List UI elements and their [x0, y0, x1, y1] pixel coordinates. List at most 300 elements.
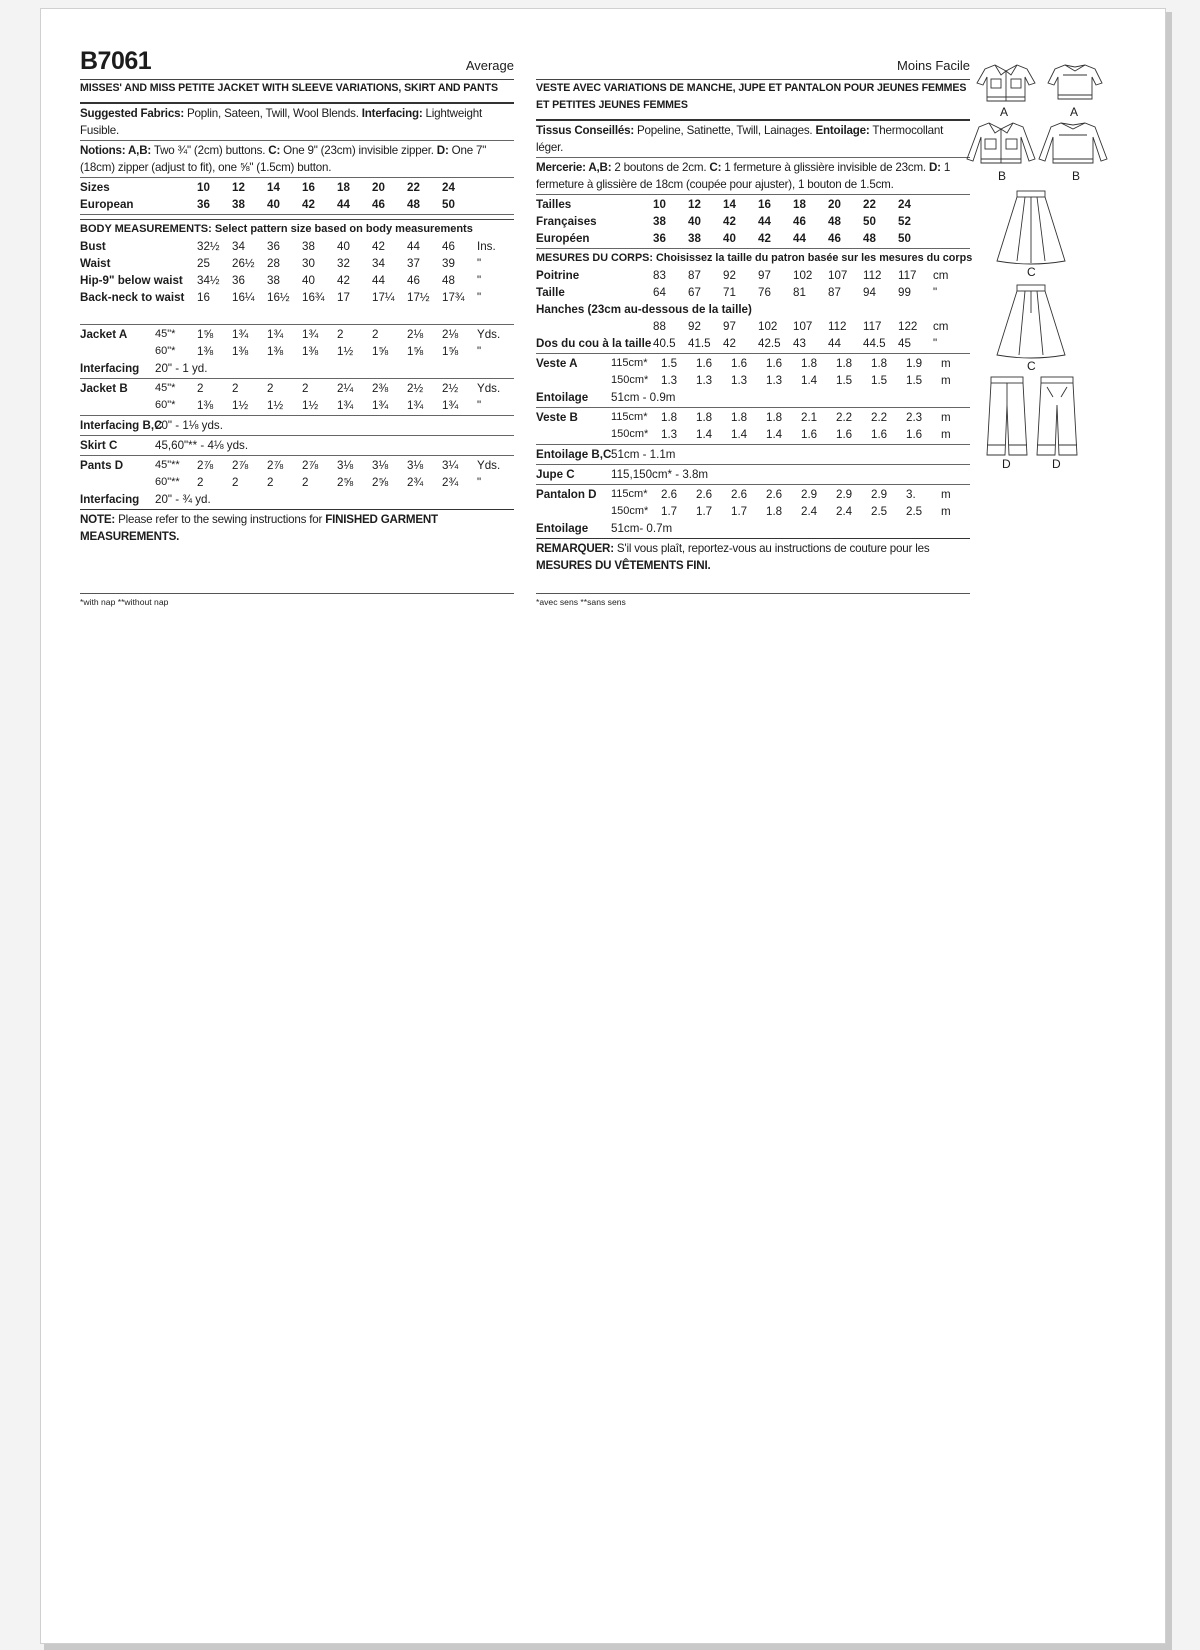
poitrine-row	[536, 267, 970, 284]
width-cell: 150cm*	[611, 374, 649, 386]
interfacing-amount: 20" - ¾ yd.	[155, 493, 211, 506]
size-cell: 52	[898, 215, 911, 228]
row-label: Poitrine	[536, 269, 580, 282]
note-text: Please refer to the sewing instructions for	[115, 513, 326, 526]
table-cell: 1.3	[696, 374, 713, 387]
table-cell: 2⅜	[372, 382, 389, 395]
size-cell: 42	[302, 198, 315, 211]
table-cell: 17¼	[372, 291, 395, 304]
table-cell: 2.6	[696, 488, 713, 501]
notions-text: 1 fermeture à glissière de 18cm (coupée pour ajuster), 1 bouton de 1.5cm.	[536, 161, 951, 191]
table-cell: 2	[232, 382, 239, 395]
yardage-row	[536, 355, 970, 372]
european-sizes-row	[536, 230, 970, 247]
view-label-c: C	[1027, 359, 1036, 373]
table-cell: 17	[337, 291, 350, 304]
size-cell: 10	[653, 198, 666, 211]
body-measurements-section	[536, 249, 973, 353]
note-section	[80, 509, 514, 546]
table-cell: 1⅝	[372, 345, 389, 358]
table-cell: 1⅜	[267, 345, 284, 358]
yardage-row	[536, 426, 970, 443]
table-cell: 46	[407, 274, 420, 287]
yardage-row	[80, 457, 514, 474]
jacket-front-icon	[973, 61, 1039, 107]
sizes-section	[80, 177, 514, 215]
table-cell: 1⅜	[197, 345, 214, 358]
note-section	[536, 538, 970, 575]
row-label: Back-neck to waist	[80, 291, 185, 304]
interfacing-amount: 51cm - 0.9m	[611, 391, 676, 404]
table-cell: 1.8	[766, 411, 783, 424]
yardage-row	[536, 372, 970, 389]
row-label: European	[80, 198, 134, 211]
table-cell: 34½	[197, 274, 220, 287]
table-cell: 2⅛	[442, 328, 459, 341]
veste-a-section	[536, 353, 970, 407]
bust-row	[80, 238, 514, 255]
table-cell: 1.4	[696, 428, 713, 441]
unit-cell: Yds.	[477, 328, 501, 341]
table-cell: 2.2	[871, 411, 888, 424]
size-cell: 36	[653, 232, 666, 245]
table-cell: 2.9	[836, 488, 853, 501]
row-label: Interfacing B,C	[80, 419, 163, 432]
table-cell: 3⅛	[372, 459, 389, 472]
unit-cell: m	[941, 411, 951, 424]
row-label: Entoilage B,C	[536, 448, 612, 461]
view-label-a: A	[1070, 105, 1079, 119]
row-label: Bust	[80, 240, 106, 253]
interfacing-label: Interfacing:	[361, 107, 423, 120]
table-cell: 1.5	[836, 374, 853, 387]
size-cell: 20	[828, 198, 841, 211]
note-text: S'il vous plaît, reportez-vous au instructions de couture pour les	[613, 542, 930, 555]
interfacing-row	[80, 491, 514, 508]
yardage-row	[536, 409, 970, 426]
table-cell: 38	[302, 240, 315, 253]
table-cell: 1.8	[766, 505, 783, 518]
width-cell: 60"**	[155, 476, 180, 488]
table-cell: 87	[828, 286, 841, 299]
interfacing-row	[536, 389, 970, 406]
skirt-c-front-drawing	[993, 189, 1069, 267]
table-cell: 40	[302, 274, 315, 287]
table-cell: 1¾	[442, 399, 459, 412]
table-cell: 1.6	[836, 428, 853, 441]
table-cell: 1.8	[661, 411, 678, 424]
sizes-row	[536, 196, 970, 213]
table-cell: 1.6	[766, 357, 783, 370]
table-cell: 2.1	[801, 411, 818, 424]
interfacing-text: Thermocollant léger.	[536, 124, 944, 154]
width-cell: 45"**	[155, 459, 180, 471]
table-cell: 1.3	[731, 374, 748, 387]
table-cell: 1.3	[661, 374, 678, 387]
unit-cell: m	[941, 357, 951, 370]
size-cell: 38	[688, 232, 701, 245]
size-cell: 46	[828, 232, 841, 245]
table-cell: 1¾	[232, 328, 249, 341]
size-cell: 18	[337, 181, 350, 194]
table-cell: 2⅞	[197, 459, 214, 472]
note-bold: MESURES DU VÊTEMENTS FINI.	[536, 559, 711, 572]
body-measurements-title: BODY MEASUREMENTS: Select pattern size based on body measurements	[80, 223, 473, 235]
french-header	[536, 47, 970, 80]
table-cell: 92	[723, 269, 736, 282]
interfacing-amount: 51cm- 0.7m	[611, 522, 673, 535]
row-label: Jacket B	[80, 382, 128, 395]
row-label: Entoilage	[536, 522, 589, 535]
size-cell: 18	[793, 198, 806, 211]
size-cell: 22	[407, 181, 420, 194]
table-cell: 42	[372, 240, 385, 253]
table-cell: 2.4	[801, 505, 818, 518]
size-cell: 14	[267, 181, 280, 194]
table-cell: 1¾	[267, 328, 284, 341]
table-cell: 39	[442, 257, 455, 270]
table-cell: 40	[337, 240, 350, 253]
notions-label: C:	[709, 161, 722, 174]
table-cell: 2.5	[871, 505, 888, 518]
sizes-row	[80, 179, 514, 196]
table-cell: 32	[337, 257, 350, 270]
note-label: NOTE:	[80, 513, 116, 526]
note-label: REMARQUER:	[536, 542, 614, 555]
size-cell: 12	[232, 181, 245, 194]
unit-cell: "	[477, 399, 482, 412]
unit-cell: cm	[933, 320, 949, 333]
table-cell: 92	[688, 320, 701, 333]
size-cell: 46	[372, 198, 385, 211]
size-cell: 48	[863, 232, 876, 245]
interfacing-amount: 51cm - 1.1m	[611, 448, 676, 461]
size-cell: 16	[302, 181, 315, 194]
table-cell: 36	[232, 274, 245, 287]
note-bold: FINISHED GARMENT MEASUREMENTS.	[80, 513, 438, 543]
table-cell: 112	[828, 320, 847, 333]
table-cell: 38	[267, 274, 280, 287]
yardage-row	[80, 343, 514, 360]
yardage-amount: 115,150cm* - 3.8m	[611, 468, 709, 481]
width-cell: 60"*	[155, 345, 176, 357]
table-cell: 107	[828, 269, 848, 282]
table-cell: 2.5	[906, 505, 923, 518]
view-label-d: D	[1002, 457, 1011, 471]
notions-label: D:	[436, 144, 449, 157]
table-cell: 2.4	[836, 505, 853, 518]
spacer	[80, 306, 514, 323]
unit-cell: "	[477, 257, 482, 270]
width-cell: 60"*	[155, 399, 176, 411]
view-label-b: B	[998, 169, 1007, 183]
jacket-a-section	[80, 324, 514, 378]
english-column	[80, 47, 514, 546]
table-cell: 1.3	[766, 374, 783, 387]
table-cell: 17¾	[442, 291, 465, 304]
table-cell: 3¼	[442, 459, 459, 472]
table-cell: 16	[197, 291, 210, 304]
notions-text: 2 boutons de 2cm.	[611, 161, 710, 174]
width-cell: 150cm*	[611, 505, 649, 517]
width-cell: 115cm*	[611, 488, 648, 500]
view-label-c: C	[1027, 265, 1036, 279]
yardage-row	[80, 326, 514, 343]
table-cell: 2⅞	[267, 459, 284, 472]
table-cell: 34	[232, 240, 245, 253]
table-cell: 1.5	[661, 357, 678, 370]
unit-cell: Ins.	[477, 240, 496, 253]
table-cell: 1⅜	[232, 345, 249, 358]
table-cell: 16½	[267, 291, 290, 304]
size-cell: 40	[723, 232, 736, 245]
fabrics-text: Poplin, Sateen, Twill, Wool Blends.	[184, 107, 362, 120]
hip-row	[80, 272, 514, 289]
table-cell: 2.3	[906, 411, 923, 424]
veste-b-section	[536, 407, 970, 444]
size-cell: 46	[793, 215, 806, 228]
hanches-label-row: Hanches (23cm au-dessous de la taille)	[536, 303, 752, 316]
table-cell: 28	[267, 257, 280, 270]
table-cell: 3⅛	[337, 459, 354, 472]
dos-row	[536, 335, 970, 352]
row-label: Pantalon D	[536, 488, 597, 501]
table-cell: 117	[863, 320, 882, 333]
yardage-row	[536, 486, 970, 503]
pants-icon	[1035, 375, 1079, 459]
width-cell: 150cm*	[611, 428, 649, 440]
table-cell: 48	[442, 274, 455, 287]
hanches-row	[536, 318, 970, 335]
table-cell: 87	[688, 269, 701, 282]
jacket-back-icon	[1045, 61, 1105, 107]
table-cell: 44.5	[863, 337, 886, 350]
interfacing-row	[80, 417, 514, 434]
table-cell: 76	[758, 286, 771, 299]
size-cell: 42	[758, 232, 771, 245]
unit-cell: "	[477, 345, 482, 358]
table-cell: 44	[372, 274, 385, 287]
pattern-number: B7061	[80, 47, 152, 75]
table-cell: 1⅜	[302, 345, 319, 358]
table-cell: 99	[898, 286, 911, 299]
difficulty-level: Average	[465, 58, 514, 73]
fabrics-section	[80, 102, 514, 140]
difficulty-level: Moins Facile	[897, 58, 970, 73]
yardage-row	[536, 466, 970, 483]
table-cell: 1.8	[696, 411, 713, 424]
table-cell: 1.7	[661, 505, 678, 518]
row-label: Interfacing	[80, 362, 140, 375]
table-cell: 97	[758, 269, 771, 282]
table-cell: 88	[653, 320, 666, 333]
table-cell: 2¾	[442, 476, 459, 489]
size-cell: 12	[688, 198, 701, 211]
table-cell: 1.9	[906, 357, 923, 370]
table-cell: 34	[372, 257, 385, 270]
table-cell: 2	[267, 382, 274, 395]
table-cell: 3⅛	[407, 459, 424, 472]
table-cell: 117	[898, 269, 917, 282]
yardage-row	[80, 397, 514, 414]
table-cell: 1.5	[906, 374, 923, 387]
french-sizes-row	[536, 213, 970, 230]
english-header	[80, 47, 514, 80]
pattern-envelope-back	[40, 8, 1166, 1644]
interfacing-bc-section	[80, 415, 514, 435]
table-cell: 2.9	[801, 488, 818, 501]
interfacing-amount: 20" - 1⅛ yds.	[155, 419, 223, 432]
table-cell: 1.6	[906, 428, 923, 441]
jacket-front-icon	[965, 119, 1037, 169]
row-label: Taille	[536, 286, 565, 299]
table-cell: 2⅝	[372, 476, 389, 489]
pants-icon	[985, 375, 1029, 459]
interfacing-amount: 20" - 1 yd.	[155, 362, 208, 375]
table-cell: 45	[898, 337, 911, 350]
table-cell: 1.8	[801, 357, 818, 370]
table-cell: 64	[653, 286, 666, 299]
yardage-amount: 45,60"** - 4⅛ yds.	[155, 439, 249, 452]
yardage-row	[536, 503, 970, 520]
size-cell: 40	[267, 198, 280, 211]
unit-cell: cm	[933, 269, 949, 282]
table-cell: 1.7	[731, 505, 748, 518]
row-label: Hip-9" below waist	[80, 274, 183, 287]
unit-cell: Yds.	[477, 382, 501, 395]
footnote: *with nap **without nap	[80, 593, 514, 609]
table-cell: 83	[653, 269, 666, 282]
table-cell: 1.6	[801, 428, 818, 441]
unit-cell: "	[477, 274, 482, 287]
table-cell: 1⅝	[442, 345, 459, 358]
size-cell: 38	[653, 215, 666, 228]
size-cell: 42	[723, 215, 736, 228]
fabrics-text: Popeline, Satinette, Twill, Lainages.	[634, 124, 816, 137]
unit-cell: "	[933, 337, 938, 350]
unit-cell: m	[941, 488, 951, 501]
table-cell: 1.6	[871, 428, 888, 441]
taille-row	[536, 284, 970, 301]
table-cell: 2½	[442, 382, 459, 395]
row-label: Françaises	[536, 215, 597, 228]
table-cell: 1½	[267, 399, 284, 412]
entoilage-bc-section	[536, 444, 970, 464]
table-cell: 1⅝	[407, 345, 424, 358]
back-neck-row	[80, 289, 514, 306]
table-cell: 2¾	[407, 476, 424, 489]
size-cell: 44	[793, 232, 806, 245]
table-cell: 17½	[407, 291, 430, 304]
skirt-c-section	[80, 435, 514, 455]
view-label-b: B	[1072, 169, 1081, 183]
table-cell: 2¼	[337, 382, 354, 395]
row-label: Interfacing	[80, 493, 140, 506]
table-cell: 42	[723, 337, 736, 350]
table-cell: 1¾	[407, 399, 424, 412]
table-cell: 42.5	[758, 337, 781, 350]
table-cell: 26½	[232, 257, 255, 270]
table-cell: 1.8	[836, 357, 853, 370]
table-cell: 2	[267, 476, 274, 489]
table-cell: 97	[723, 320, 736, 333]
notions-text: One 7" (18cm) zipper (adjust to fit), one ⅝" (1.5cm) button.	[80, 144, 487, 174]
table-cell: 46	[442, 240, 455, 253]
width-cell: 115cm*	[611, 357, 648, 369]
table-cell: 2	[197, 476, 204, 489]
table-cell: 2.6	[661, 488, 678, 501]
skirt-c-back-drawing	[993, 283, 1069, 361]
pattern-title: MISSES' AND MISS PETITE JACKET WITH SLEEVE VARIATIONS, SKIRT AND PANTS	[80, 82, 498, 94]
table-cell: 1¾	[302, 328, 319, 341]
pattern-title: VESTE AVEC VARIATIONS DE MANCHE, JUPE ET PANTALON POUR JEUNES FEMMES ET PETITES JEUNES FEMMES	[536, 82, 967, 111]
notions-section	[536, 157, 970, 194]
table-cell: 40.5	[653, 337, 676, 350]
jupe-c-section	[536, 464, 970, 484]
pants-d-back-drawing	[1035, 375, 1079, 459]
table-cell: 1.7	[696, 505, 713, 518]
table-cell: 2⅞	[232, 459, 249, 472]
unit-cell: "	[477, 291, 482, 304]
row-label: Sizes	[80, 181, 110, 194]
size-cell: 22	[863, 198, 876, 211]
table-cell: 37	[407, 257, 420, 270]
table-cell: 1.4	[766, 428, 783, 441]
table-cell: 1⅝	[197, 328, 214, 341]
row-label: Dos du cou à la taille	[536, 337, 652, 350]
size-cell: 44	[758, 215, 771, 228]
table-cell: 1.6	[696, 357, 713, 370]
skirt-icon	[993, 283, 1069, 361]
table-cell: 2.9	[871, 488, 888, 501]
table-cell: 67	[688, 286, 701, 299]
table-cell: 112	[863, 269, 882, 282]
fabrics-section	[536, 119, 970, 157]
table-cell: 44	[828, 337, 841, 350]
jacket-b-back-drawing	[1037, 119, 1109, 169]
size-cell: 36	[197, 198, 210, 211]
table-cell: 2.2	[836, 411, 853, 424]
table-cell: 3.	[906, 488, 916, 501]
waist-row	[80, 255, 514, 272]
pantalon-d-section	[536, 484, 970, 538]
notions-label: C:	[268, 144, 281, 157]
row-label: Pants D	[80, 459, 124, 472]
interfacing-row	[536, 520, 970, 537]
size-cell: 10	[197, 181, 210, 194]
size-cell: 50	[863, 215, 876, 228]
table-cell: 2⅝	[337, 476, 354, 489]
unit-cell: m	[941, 505, 951, 518]
table-cell: 2.6	[731, 488, 748, 501]
interfacing-row	[80, 360, 514, 377]
jacket-b-section	[80, 378, 514, 415]
fabrics-label: Suggested Fabrics:	[80, 107, 184, 120]
view-label-d: D	[1052, 457, 1061, 471]
interfacing-row	[536, 446, 970, 463]
table-cell: 30	[302, 257, 315, 270]
table-cell: 81	[793, 286, 806, 299]
table-cell: 44	[407, 240, 420, 253]
table-cell: 16¾	[302, 291, 325, 304]
width-cell: 115cm*	[611, 411, 648, 423]
table-cell: 1½	[337, 345, 354, 358]
table-cell: 1½	[232, 399, 249, 412]
table-cell: 43	[793, 337, 806, 350]
table-cell: 2	[302, 476, 309, 489]
table-cell: 2⅞	[302, 459, 319, 472]
unit-cell: m	[941, 374, 951, 387]
